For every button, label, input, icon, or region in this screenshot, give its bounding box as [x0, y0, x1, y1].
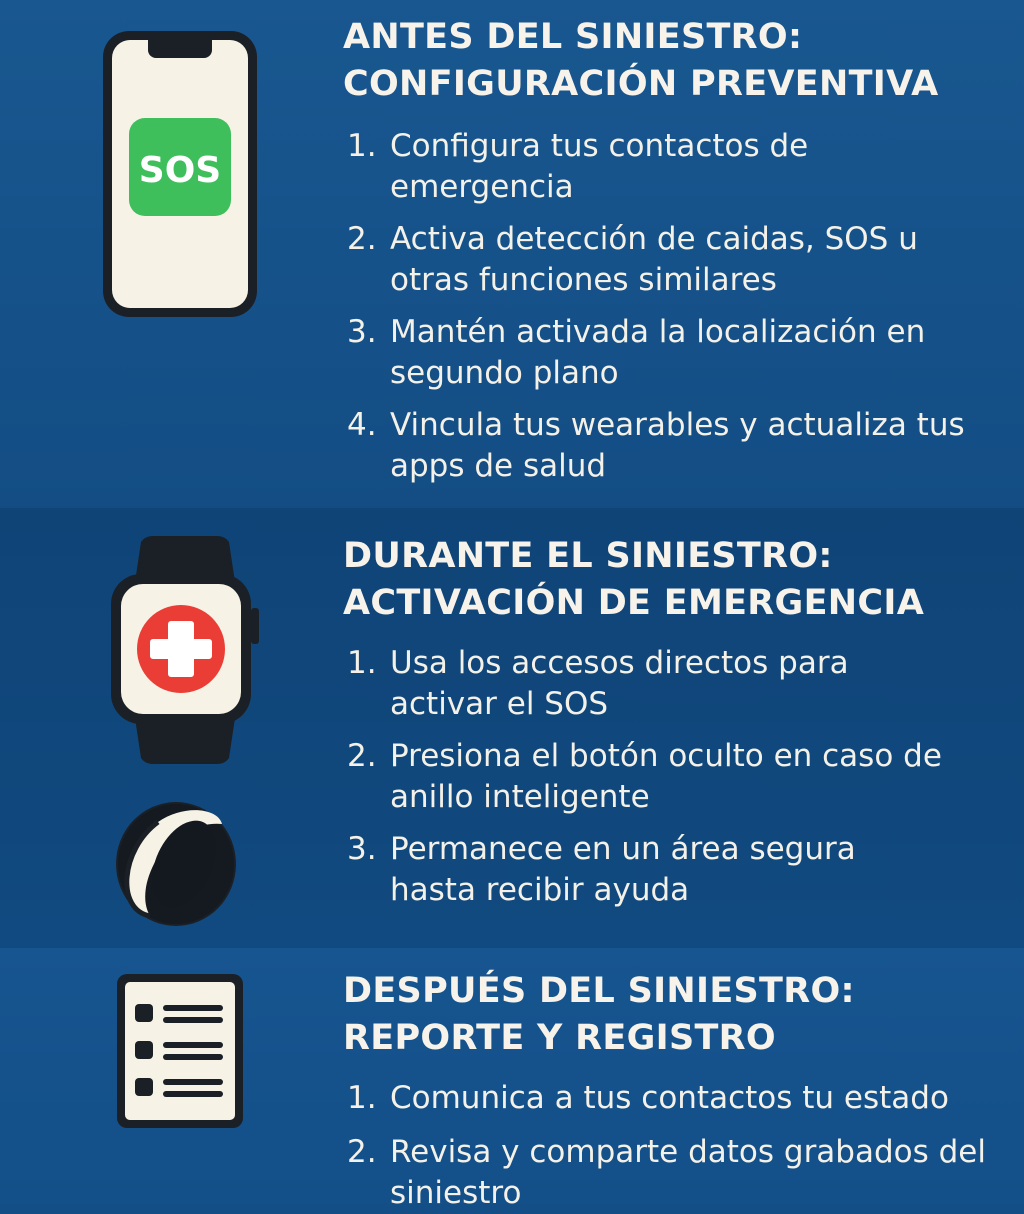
- section-title-during: [343, 533, 924, 627]
- item-number: 1.: [347, 645, 377, 681]
- list-item: [347, 736, 1017, 818]
- item-number: 1.: [347, 128, 377, 164]
- title-line-2: CONFIGURACIÓN PREVENTIVA: [343, 64, 939, 104]
- section-title-after: [343, 968, 855, 1062]
- checklist-document-icon: [115, 972, 245, 1130]
- list-item: [347, 1078, 1017, 1119]
- title-line-2: REPORTE Y REGISTRO: [343, 1018, 776, 1058]
- list-item: [347, 312, 1017, 394]
- item-number: 4.: [347, 407, 377, 443]
- list-item: [347, 219, 1017, 301]
- smartwatch-medical-cross-icon: [105, 534, 265, 766]
- item-number: 3.: [347, 314, 377, 350]
- title-line-1: DESPUÉS DEL SINIESTRO:: [343, 971, 855, 1011]
- item-number: 1.: [347, 1080, 377, 1116]
- item-text: Mantén activada la localización en segundo plano: [390, 314, 926, 391]
- smartphone-sos-icon: [100, 28, 260, 320]
- item-text: Configura tus contactos de emergencia: [390, 128, 809, 205]
- section-during: [0, 508, 1024, 948]
- item-text: Revisa y comparte datos grabados del siniestro: [390, 1134, 986, 1211]
- item-number: 2.: [347, 738, 377, 774]
- sos-label: SOS: [138, 150, 222, 191]
- list-item: [347, 643, 1017, 725]
- item-text: Permanece en un área segura hasta recibir ayuda: [390, 831, 856, 908]
- section-before: [0, 0, 1024, 508]
- item-text: Comunica a tus contactos tu estado: [390, 1080, 949, 1116]
- title-line-1: DURANTE EL SINIESTRO:: [343, 536, 833, 576]
- list-item: [347, 1132, 1017, 1214]
- section-title-before: [343, 14, 938, 108]
- item-text: Usa los accesos directos para activar el SOS: [390, 645, 849, 722]
- smart-ring-icon: [110, 798, 242, 930]
- title-line-1: ANTES DEL SINIESTRO:: [343, 17, 803, 57]
- item-number: 2.: [347, 1134, 377, 1170]
- item-number: 2.: [347, 221, 377, 257]
- item-text: Vincula tus wearables y actualiza tus apps de salud: [390, 407, 965, 484]
- list-item: [347, 829, 1017, 911]
- list-item: [347, 126, 1017, 208]
- item-text: Activa detección de caidas, SOS u otras funciones similares: [390, 221, 918, 298]
- title-line-2: ACTIVACIÓN DE EMERGENCIA: [343, 583, 925, 623]
- section-after: [0, 948, 1024, 1211]
- item-text: Presiona el botón oculto en caso de anillo inteligente: [390, 738, 942, 815]
- item-number: 3.: [347, 831, 377, 867]
- list-item: [347, 405, 1017, 487]
